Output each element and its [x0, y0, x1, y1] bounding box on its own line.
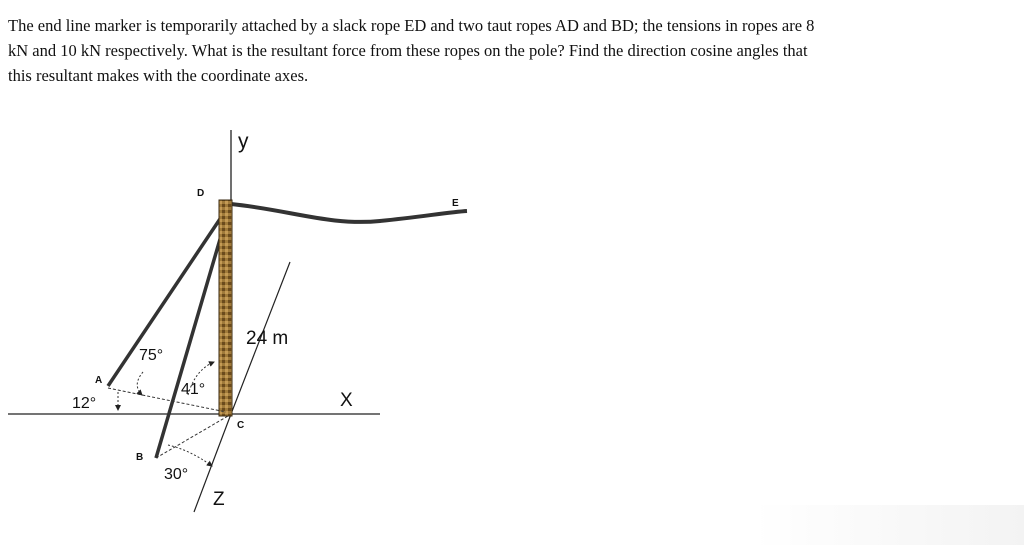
label-angle-12: 12° — [72, 395, 97, 412]
problem-line-1: The end line marker is temporarily attached by a slack rope ED and two taut ropes AD and BD; the tensions in ropes are 8 — [8, 16, 815, 35]
label-point-d: D — [197, 188, 205, 199]
arc-75 — [137, 372, 143, 395]
pole — [219, 200, 232, 416]
rope-ad — [108, 210, 226, 386]
label-y-axis: y — [238, 130, 249, 153]
corner-shade — [754, 505, 1024, 545]
label-x-axis: X — [340, 390, 353, 411]
label-point-c: C — [237, 420, 245, 431]
label-point-b: B — [136, 452, 144, 463]
label-angle-41: 41° — [181, 381, 206, 398]
label-angle-75: 75° — [139, 347, 164, 364]
label-height: 24 m — [246, 328, 289, 349]
problem-line-3: this resultant makes with the coordinate axes. — [8, 66, 309, 85]
label-z-axis: Z — [213, 489, 225, 510]
label-point-a: A — [95, 375, 103, 386]
arc-30 — [168, 445, 212, 466]
label-point-e: E — [452, 198, 459, 209]
dash-a-c — [108, 388, 226, 412]
rope-bd — [156, 212, 228, 458]
rope-ed — [231, 204, 467, 222]
problem-line-2: kN and 10 kN respectively. What is the resultant force from these ropes on the pole? Find the direction cosine angles that — [8, 41, 808, 60]
label-angle-30: 30° — [164, 466, 189, 483]
